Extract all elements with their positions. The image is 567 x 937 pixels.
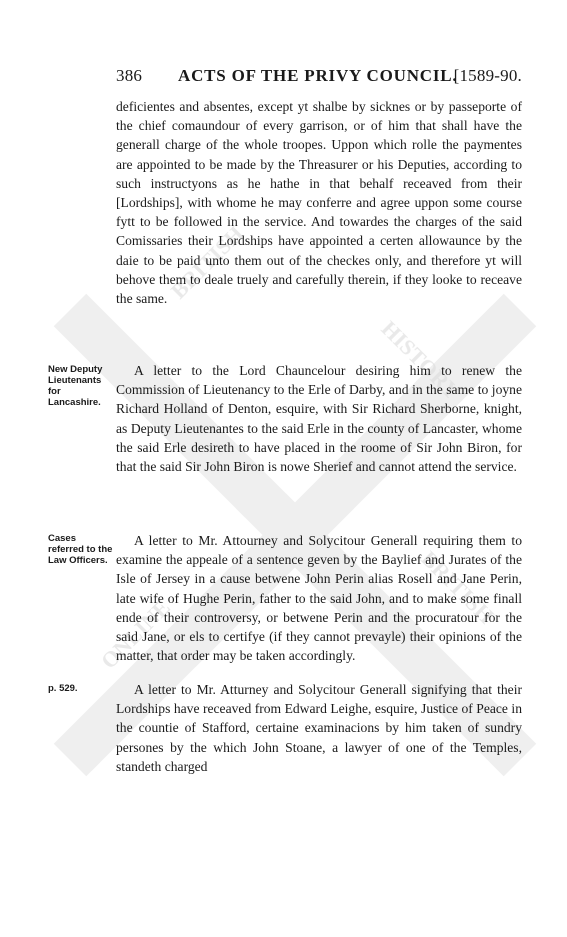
- watermark-text-3: ONLINE: [95, 594, 175, 674]
- watermark-text-4: BRITISH: [416, 545, 499, 629]
- margin-note-3: Cases referred to the Law Officers.: [48, 533, 113, 566]
- page-title: ACTS OF THE PRIVY COUNCIL.: [178, 66, 458, 85]
- paragraph-4: A letter to Mr. Atturney and Solycitour Generall signifying that their Lordships have receaved from Edward Leighe, esquire, Justice of Peace in the countie of Stafford, certaine examinacions by him taken of sundry persones by the which John Stoane, a lawyer of one of the Temples, standeth charged: [116, 682, 522, 774]
- paragraph-3: A letter to Mr. Attourney and Solycitour Generall requiring them to examine the appeale of a sentence geven by the Baylief and Jurates of the Isle of Jersey in a cause betwene John Perin alias Rosell and Jane Perin, late wife of Hughe Perin, father to the said John, and to make some finall ende of their controversy, or betwene Perin and the procuratour for the said Jane, or els to certifye (if they cannot prevayle) their opinions of the matter, that order may be taken accordingly.: [116, 533, 522, 664]
- paragraph-1: deficientes and absentes, except yt shalbe by sicknes or by passeporte of the chief comaundour of every garrison, or of him that shall have the generall charge of the whole troopes. Uppon which rolle the paymentes are appointed to be made by the Threasurer or his Deputies, according to such instructyons as he hathe in that behalf receaved from their [Lordships], with whome he may conferre and agree uppon some course fytt to be followed in the service. And towardes the charges of the said Comissaries their Lordships have appointed a certen allowaunce by the daie to be paid unto them out of the checkes only, and therefore yt will behove them to deale truely and carefully therein, if they looke to receave the same.: [116, 99, 522, 307]
- margin-note-2: New Deputy Lieutenants for Lancashire.: [48, 364, 103, 408]
- running-header: [116, 66, 522, 90]
- watermark-text-1: BRITISH: [165, 221, 249, 304]
- watermark-text-2: HISTORY: [376, 315, 466, 405]
- paragraph-2: A letter to the Lord Chauncelour desiring him to renew the Commission of Lieutenancy to the Erle of Darby, and in the same to joyne Richard Holland of Denton, esquire, with Sir Richard Sherborne, knight, as Deputy Lieutenantes to the said Erle in the county of Lancaster, whome the said Erle desireth to have placed in the roome of Sir John Biron, for that the said Sir John Biron is nowe Sherief and cannot attend the service.: [116, 363, 522, 475]
- page-year: [1589-90.: [453, 66, 522, 85]
- page-number: 386: [116, 66, 143, 85]
- margin-note-4: p. 529.: [48, 683, 78, 694]
